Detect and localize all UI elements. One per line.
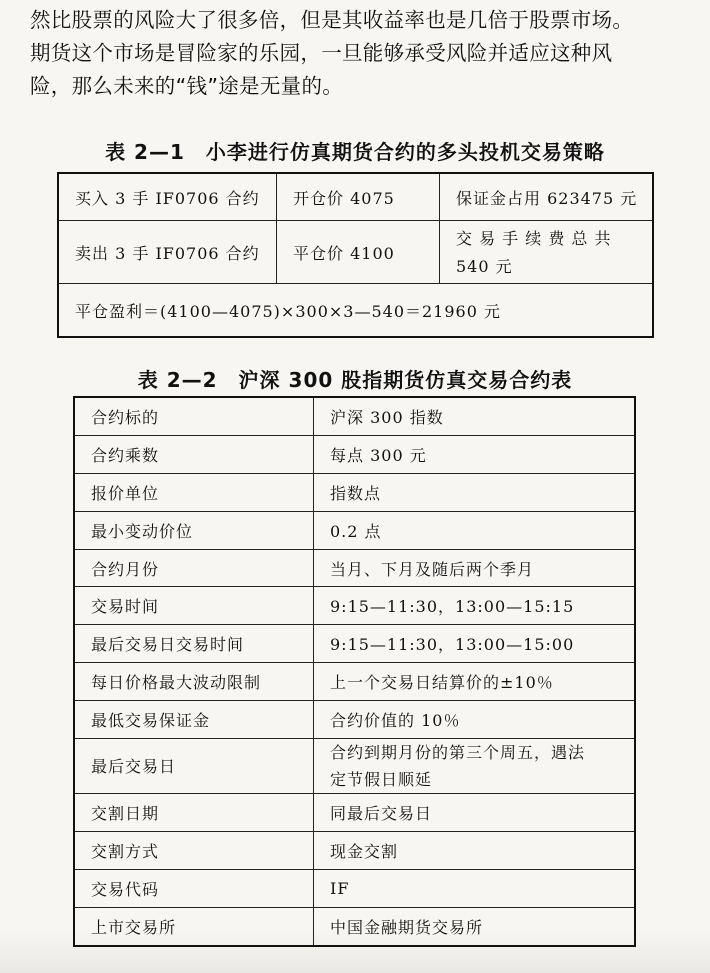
table-value xyxy=(314,739,636,794)
table-key: 最后交易日交易时间 xyxy=(74,625,314,663)
table-value: 现金交割 xyxy=(314,831,636,869)
table-key: 合约标的 xyxy=(74,397,314,435)
table-row xyxy=(74,701,635,739)
table-value: 指数点 xyxy=(314,473,636,511)
table-key: 最低交易保证金 xyxy=(74,701,314,739)
table-value: 0.2 点 xyxy=(314,511,636,549)
table-row xyxy=(74,739,635,794)
table-row xyxy=(74,473,635,511)
cell-line: 540 元 xyxy=(456,257,513,276)
table-value: 9:15—11:30，13:00—15:15 xyxy=(314,587,636,625)
table-row xyxy=(74,397,635,435)
table-row xyxy=(58,284,653,338)
table-row xyxy=(58,221,653,284)
table-row xyxy=(74,869,635,907)
intro-line: 险，那么未来的“钱”途是无量的。 xyxy=(30,74,344,98)
table-cell: 开仓价 4075 xyxy=(277,173,440,221)
table-cell: 保证金占用 623475 元 xyxy=(440,173,654,221)
table-value: 合约价值的 10％ xyxy=(314,701,636,739)
table-row xyxy=(74,549,635,587)
contract-table xyxy=(73,396,636,947)
cell-line: 定节假日顺延 xyxy=(330,770,433,790)
table-key: 合约乘数 xyxy=(74,435,314,473)
intro-line: 期货这个市场是冒险家的乐园，一旦能够承受风险并适应这种风 xyxy=(30,41,613,65)
table-key: 交易代码 xyxy=(74,869,314,907)
table-row xyxy=(74,907,635,945)
table-key: 交易时间 xyxy=(74,587,314,625)
table-key: 上市交易所 xyxy=(74,907,314,945)
table-cell xyxy=(440,221,654,284)
table-key: 合约月份 xyxy=(74,549,314,587)
table-key: 最小变动价位 xyxy=(74,511,314,549)
table-cell: 买入 3 手 IF0706 合约 xyxy=(58,173,277,221)
table-row xyxy=(74,663,635,701)
table-key: 报价单位 xyxy=(74,473,314,511)
table-value: 9:15—11:30，13:00—15:00 xyxy=(314,625,636,663)
table1-caption: 表 2—1 小李进行仿真期货合约的多头投机交易策略 xyxy=(105,140,605,164)
profit-cell: 平仓盈利＝(4100—4075)×300×3—540＝21960 元 xyxy=(58,284,653,338)
table-row xyxy=(74,794,635,832)
intro-paragraph xyxy=(30,4,700,103)
table-value: 当月、下月及随后两个季月 xyxy=(314,549,636,587)
table-row xyxy=(74,511,635,549)
table-row xyxy=(74,625,635,663)
table-row xyxy=(74,831,635,869)
table-value: 上一个交易日结算价的±10％ xyxy=(314,663,636,701)
table-value: 沪深 300 指数 xyxy=(314,397,636,435)
table2-caption: 表 2—2 沪深 300 股指期货仿真交易合约表 xyxy=(137,368,573,392)
cell-line: 合约到期月份的第三个周五，遇法 xyxy=(330,743,586,763)
table-cell: 卖出 3 手 IF0706 合约 xyxy=(58,221,277,284)
table-value: 同最后交易日 xyxy=(314,794,636,832)
intro-line: 然比股票的风险大了很多倍，但是其收益率也是几倍于股票市场。 xyxy=(30,8,634,32)
table-key: 交割方式 xyxy=(74,831,314,869)
strategy-table xyxy=(57,172,654,338)
table-row xyxy=(74,435,635,473)
table-key: 最后交易日 xyxy=(74,739,314,794)
table-value: IF xyxy=(314,869,636,907)
table-key: 交割日期 xyxy=(74,794,314,832)
cell-line: 交 易 手 续 费 总 共 xyxy=(456,229,612,248)
table-key: 每日价格最大波动限制 xyxy=(74,663,314,701)
table-cell: 平仓价 4100 xyxy=(277,221,440,284)
table-row xyxy=(74,587,635,625)
table-value: 每点 300 元 xyxy=(314,435,636,473)
table-row xyxy=(58,173,653,221)
table-value: 中国金融期货交易所 xyxy=(314,907,636,945)
